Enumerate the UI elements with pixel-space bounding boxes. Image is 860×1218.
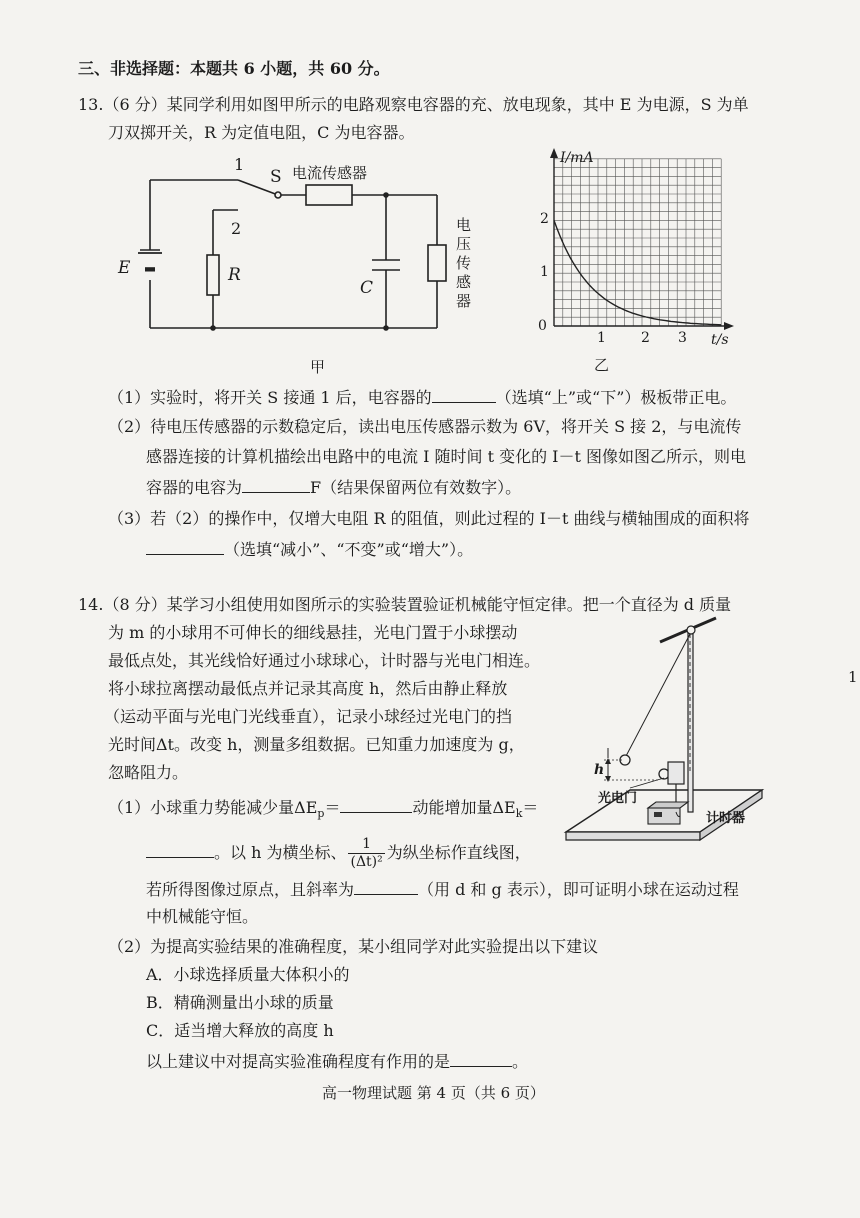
graph-xlabel: t/s xyxy=(711,332,729,348)
q14-part2-blank[interactable] xyxy=(450,1050,512,1067)
q13-part1-text-a: （1）实验时，将开关 S 接通 1 后，电容器的 xyxy=(108,388,432,407)
voltage-sensor-char-1: 电 xyxy=(456,216,472,234)
q14-option-c: C．适当增大释放的高度 h xyxy=(146,1021,334,1040)
q14-axis-text-end: 为纵坐标作直线图， xyxy=(386,843,531,862)
q14-line5: （运动平面与光电门光线垂直），记录小球经过光电门的挡 xyxy=(104,707,513,726)
voltage-sensor-char-3: 传 xyxy=(456,254,472,272)
apparatus-label-timer: 计时器 xyxy=(706,811,746,826)
q14-slope-text-b: （用 d 和 g 表示），即可证明小球在运动过程 xyxy=(418,880,739,899)
graph-ytick-2: 2 xyxy=(540,211,549,227)
q14-part1-line1 xyxy=(108,796,538,825)
q13-part3-text: （选填“减小”、“不变”或“增大”）。 xyxy=(224,540,474,559)
q13-part2-text-b: F（结果保留两位有效数字）。 xyxy=(310,478,522,497)
voltage-sensor-char-4: 感 xyxy=(456,273,472,291)
q14-part1-line2 xyxy=(146,836,531,871)
current-time-graph xyxy=(530,148,800,380)
pendulum-apparatus xyxy=(560,612,780,872)
circuit-label-1: 1 xyxy=(234,155,245,174)
q14-delta-ep-label: （1）小球重力势能减少量ΔE xyxy=(108,798,318,817)
apparatus-label-gate: 光电门 xyxy=(598,791,638,806)
q14-fraction-den: (Δt)² xyxy=(350,854,383,870)
current-sensor-label: 电流传感器 xyxy=(292,164,368,182)
q14-delta-ek-label: 动能增加量ΔE xyxy=(412,798,516,817)
circuit-label-2: 2 xyxy=(231,219,242,238)
graph-xtick-3: 3 xyxy=(678,330,687,346)
q13-part1-blank[interactable] xyxy=(432,386,496,403)
circuit-label-s: S xyxy=(270,167,282,187)
q14-fraction xyxy=(348,836,384,871)
voltage-sensor-char-2: 压 xyxy=(456,235,472,253)
q13-part3-line2 xyxy=(146,538,473,561)
graph-xtick-1: 1 xyxy=(597,330,606,346)
q14-delta-ep-sub: p xyxy=(317,807,325,821)
q13-part3-line1: （3）若（2）的操作中，仅增大电阻 R 的阻值，则此过程的 I－t 曲线与横轴围成的面积将 xyxy=(108,509,750,528)
q13-part1 xyxy=(108,386,736,409)
q14-line1: 14.（8 分）某学习小组使用如图所示的实验装置验证机械能守恒定律。把一个直径为 d 质量 xyxy=(78,595,732,614)
discharge-curve xyxy=(554,220,721,324)
q13-part3-blank[interactable] xyxy=(146,538,224,555)
q14-part2-end-period: 。 xyxy=(512,1052,529,1071)
q14-line3: 最低点处，其光线恰好通过小球球心，计时器与光电门相连。 xyxy=(108,651,541,670)
q13-part2-line1: （2）待电压传感器的示数稳定后，读出电压传感器示数为 6V，将开关 S 接 2，与电流传 xyxy=(108,417,742,436)
q14-option-b: B．精确测量出小球的质量 xyxy=(146,993,334,1012)
circuit-label-e: E xyxy=(118,258,131,278)
page-footer: 高一物理试题 第 4 页（共 6 页） xyxy=(322,1084,545,1102)
graph-caption: 乙 xyxy=(594,356,610,374)
q14-axis-text: 。以 h 为横坐标、 xyxy=(214,843,347,862)
q14-part2-end xyxy=(146,1050,528,1073)
q14-slope-blank[interactable] xyxy=(354,878,418,895)
q13-part1-text-b: （选填“上”或“下”）极板带正电。 xyxy=(495,388,737,407)
graph-xtick-2: 2 xyxy=(641,330,650,346)
circuit-diagram xyxy=(110,150,490,380)
q14-part1-line3 xyxy=(146,878,739,901)
margin-mark: 1 xyxy=(848,668,858,686)
q14-delta-ek-sub: k xyxy=(515,807,523,821)
q14-part2-end-text: 以上建议中对提高实验准确程度有作用的是 xyxy=(146,1052,451,1071)
q14-ek-blank[interactable] xyxy=(146,841,214,858)
q14-line4: 将小球拉离摆动最低点并记录其高度 h，然后由静止释放 xyxy=(108,679,508,698)
section-heading: 三、非选择题：本题共 6 小题，共 60 分。 xyxy=(78,59,390,78)
q13-part2-blank[interactable] xyxy=(242,476,310,493)
q14-slope-text-a: 若所得图像过原点，且斜率为 xyxy=(146,880,355,899)
q14-ep-blank[interactable] xyxy=(340,796,412,813)
graph-origin: 0 xyxy=(538,318,547,334)
q13-part2-line2: 感器连接的计算机描绘出电路中的电流 I 随时间 t 变化的 I－t 图像如图乙所示，则电 xyxy=(146,447,747,466)
q14-eq-1: ＝ xyxy=(324,798,341,817)
q13-part2-line3 xyxy=(146,476,521,499)
apparatus-label-h: h xyxy=(594,762,605,778)
q14-part1-line4: 中机械能守恒。 xyxy=(146,907,259,926)
graph-ylabel: I/mA xyxy=(560,150,594,166)
q14-eq-2: ＝ xyxy=(522,798,539,817)
q13-intro-line1: 13.（6 分）某同学利用如图甲所示的电路观察电容器的充、放电现象，其中 E 为电源，S 为单 xyxy=(78,95,749,114)
q14-option-a: A．小球选择质量大体积小的 xyxy=(146,965,350,984)
q13-part2-text-a: 容器的电容为 xyxy=(146,478,243,497)
q14-line2: 为 m 的小球用不可伸长的细线悬挂，光电门置于小球摆动 xyxy=(108,623,518,642)
circuit-caption: 甲 xyxy=(310,358,326,376)
q14-line6: 光时间Δt。改变 h，测量多组数据。已知重力加速度为 g， xyxy=(108,735,525,754)
q14-line7: 忽略阻力。 xyxy=(108,763,189,782)
circuit-label-r: R xyxy=(228,265,241,285)
q14-part2-intro: （2）为提高实验结果的准确程度，某小组同学对此实验提出以下建议 xyxy=(108,937,599,956)
q14-fraction-num: 1 xyxy=(362,836,372,852)
q13-intro-line2: 刀双掷开关，R 为定值电阻，C 为电容器。 xyxy=(108,123,415,142)
voltage-sensor-char-5: 器 xyxy=(456,292,472,310)
circuit-label-c: C xyxy=(360,278,374,298)
graph-ytick-1: 1 xyxy=(540,264,549,280)
